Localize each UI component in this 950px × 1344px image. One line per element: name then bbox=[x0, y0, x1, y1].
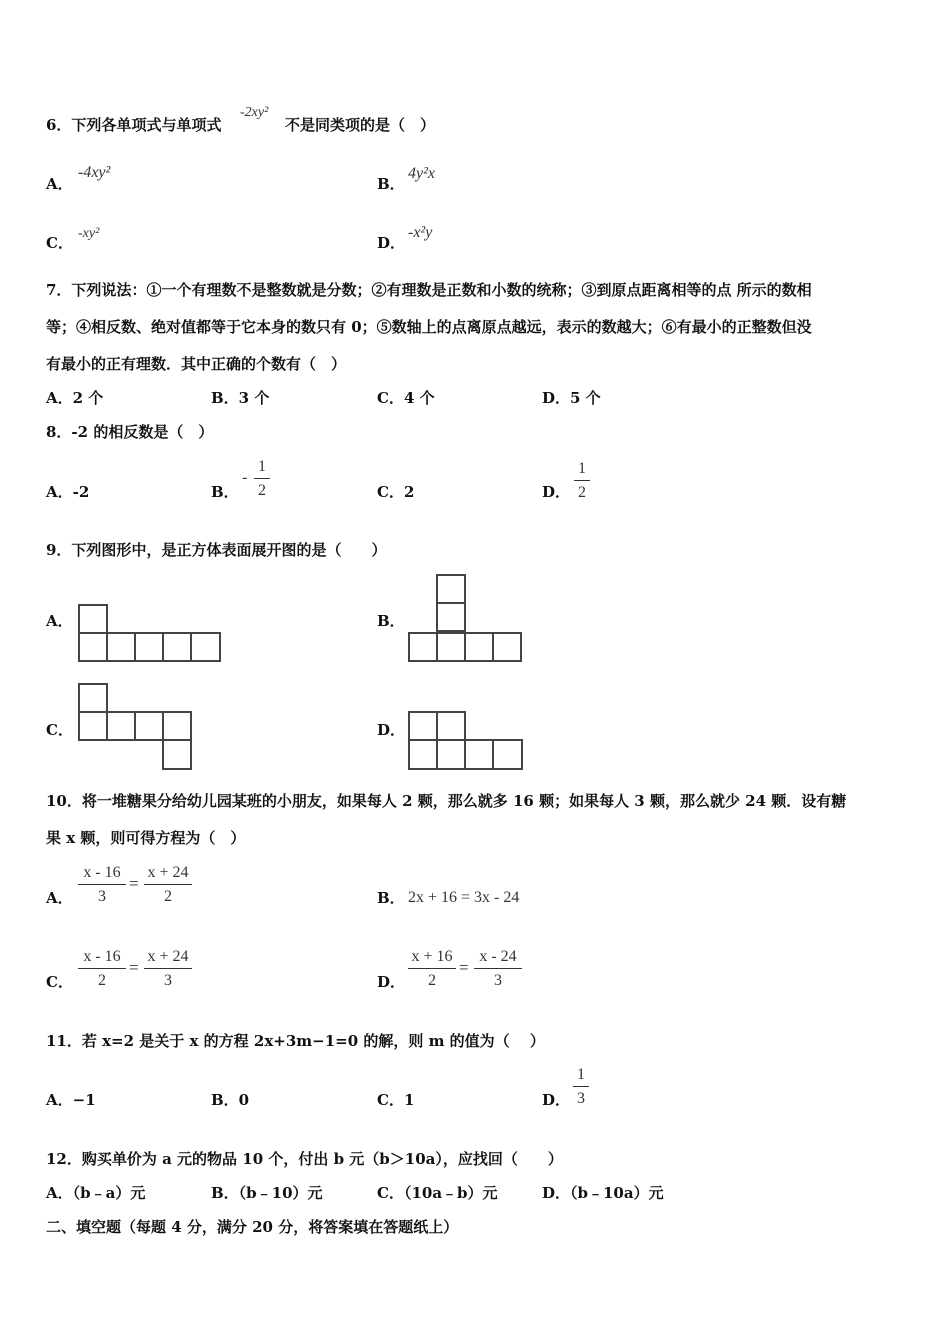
q7-option-c: C．4 个 bbox=[377, 389, 435, 407]
q8-option-d-numerator: 1 bbox=[574, 460, 590, 481]
q11-option-d-denominator: 3 bbox=[577, 1090, 585, 1107]
q8-option-c: C．2 bbox=[377, 483, 415, 501]
q8-option-b-numerator: 1 bbox=[254, 458, 270, 479]
q10-c-equals: = bbox=[129, 958, 139, 977]
q6-option-a-label: A． bbox=[46, 175, 73, 193]
q12-option-b: B．（b﹣10）元 bbox=[211, 1184, 323, 1202]
q6-option-c: -xy² bbox=[78, 226, 100, 241]
q11-option-d-fraction bbox=[573, 1066, 589, 1108]
q6-option-a: -4xy² bbox=[78, 164, 111, 181]
q8-option-a: A．-2 bbox=[46, 483, 90, 501]
q10-d-left-num: x + 16 bbox=[408, 948, 456, 969]
q7-option-a: A．2 个 bbox=[46, 389, 104, 407]
q10-d-right-den: 3 bbox=[494, 972, 502, 989]
q10-line-2: 果 x 颗，则可得方程为（ ） bbox=[46, 829, 246, 847]
q6-option-c-label: C． bbox=[46, 234, 73, 252]
q10-option-c-right bbox=[144, 948, 192, 990]
q11-option-d-numerator: 1 bbox=[573, 1066, 589, 1087]
q11-option-b: B．0 bbox=[211, 1091, 250, 1109]
q10-line-1: 10．将一堆糖果分给幼儿园某班的小朋友，如果每人 2 颗，那么就多 16 颗；如果每人 3 颗，那么就少 24 颗．设有糖 bbox=[46, 792, 847, 810]
q10-option-b-label: B． bbox=[377, 889, 405, 907]
q7-line-1: 7．下列说法：①一个有理数不是整数就是分数；②有理数是正数和小数的统称；③到原点距离相等的点 所示的数相 bbox=[46, 281, 812, 299]
q8-option-d-denominator: 2 bbox=[578, 484, 586, 501]
q8-option-b-denominator: 2 bbox=[258, 482, 266, 499]
q6-expression: -2xy² bbox=[240, 105, 269, 120]
q9-option-c-label: C． bbox=[46, 721, 73, 739]
q10-a-right-den: 2 bbox=[164, 888, 172, 905]
q12-option-d: D．（b﹣10a）元 bbox=[542, 1184, 664, 1202]
q7-option-b: B．3 个 bbox=[211, 389, 270, 407]
q6-option-b-label: B． bbox=[377, 175, 405, 193]
q9-stem: 9．下列图形中，是正方体表面展开图的是（ ） bbox=[46, 541, 387, 559]
q10-option-b: 2x + 16 = 3x - 24 bbox=[408, 889, 520, 906]
q10-d-left-den: 2 bbox=[428, 972, 436, 989]
q10-c-right-den: 3 bbox=[164, 972, 172, 989]
q8-option-d-fraction bbox=[574, 460, 590, 502]
q6-option-d-label: D． bbox=[377, 234, 406, 252]
q8-option-b-sign: - bbox=[242, 469, 248, 486]
q10-c-right-num: x + 24 bbox=[144, 948, 192, 969]
q10-c-left-num: x - 16 bbox=[78, 948, 126, 969]
q10-option-a-label: A． bbox=[46, 889, 73, 907]
q10-option-a-right bbox=[144, 864, 192, 906]
q10-c-left-den: 2 bbox=[98, 972, 106, 989]
q8-option-b-label: B． bbox=[211, 483, 239, 501]
q7-line-2: 等；④相反数、绝对值都等于它本身的数只有 0；⑤数轴上的点离原点越远，表示的数越大；⑥有最小的正整数但没 bbox=[46, 318, 812, 336]
q8-stem: 8．-2 的相反数是（ ） bbox=[46, 423, 214, 441]
q10-option-d-right bbox=[474, 948, 522, 990]
q6-option-d: -x²y bbox=[408, 224, 433, 241]
q9-option-b-label: B． bbox=[377, 612, 405, 630]
q12-option-c: C．（10a﹣b）元 bbox=[377, 1184, 498, 1202]
q7-line-3: 有最小的正有理数．其中正确的个数有（ ） bbox=[46, 355, 347, 373]
q10-option-c-label: C． bbox=[46, 973, 73, 991]
section-2-heading: 二、填空题（每题 4 分，满分 20 分，将答案填在答题纸上） bbox=[46, 1218, 459, 1236]
q8-option-d-label: D． bbox=[542, 483, 571, 501]
q11-option-c: C．1 bbox=[377, 1091, 415, 1109]
q11-stem: 11．若 x=2 是关于 x 的方程 2x+3m−1=0 的解，则 m 的值为（ ） bbox=[46, 1032, 545, 1050]
q12-option-a: A．（b﹣a）元 bbox=[46, 1184, 146, 1202]
q11-option-d-label: D． bbox=[542, 1091, 571, 1109]
q6-stem-a: 6．下列各单项式与单项式 bbox=[46, 116, 222, 134]
q6-option-b: 4y²x bbox=[408, 165, 435, 182]
q6-stem-b: 不是同类项的是（ ） bbox=[285, 116, 436, 134]
q10-a-right-num: x + 24 bbox=[144, 864, 192, 885]
q10-a-equals: = bbox=[129, 874, 139, 893]
q11-option-a: A．−1 bbox=[46, 1091, 96, 1109]
q10-d-equals: = bbox=[459, 958, 469, 977]
q7-option-d: D．5 个 bbox=[542, 389, 601, 407]
q10-option-d-label: D． bbox=[377, 973, 406, 991]
q10-option-a-left bbox=[78, 864, 126, 906]
q10-d-right-num: x - 24 bbox=[474, 948, 522, 969]
q10-option-d-left bbox=[408, 948, 456, 990]
q9-option-d-label: D． bbox=[377, 721, 406, 739]
q12-stem: 12．购买单价为 a 元的物品 10 个，付出 b 元（b＞10a），应找回（ ） bbox=[46, 1150, 563, 1168]
q10-a-left-num: x - 16 bbox=[78, 864, 126, 885]
q10-a-left-den: 3 bbox=[98, 888, 106, 905]
q9-option-a-label: A． bbox=[46, 612, 73, 630]
q8-option-b-fraction bbox=[254, 458, 270, 500]
q10-option-c-left bbox=[78, 948, 126, 990]
